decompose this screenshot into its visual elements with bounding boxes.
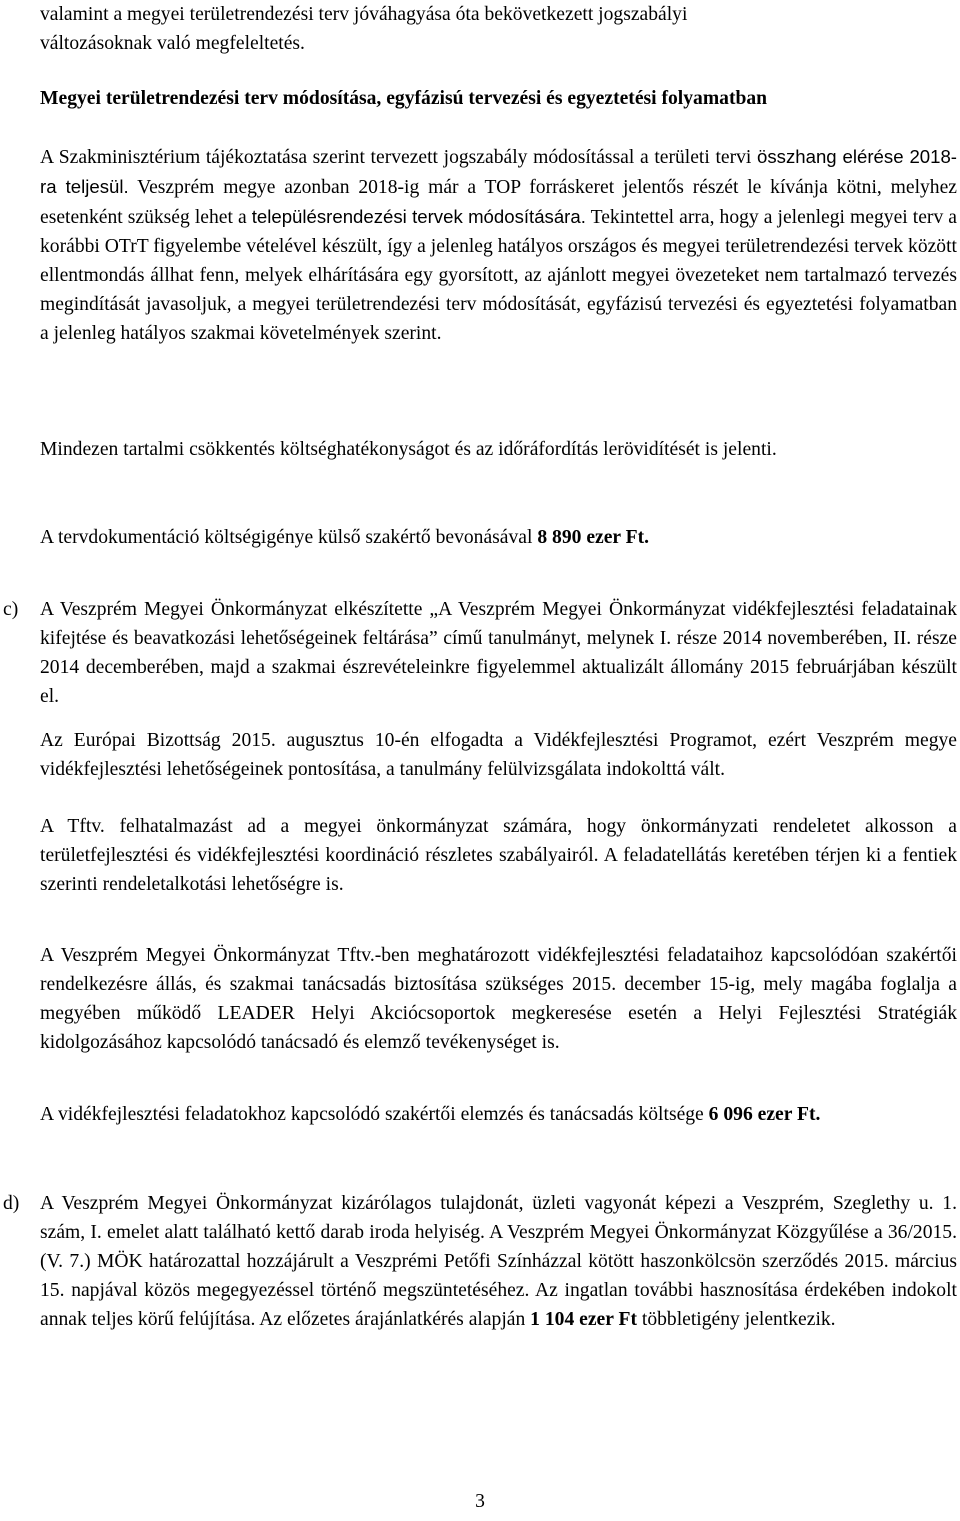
p1-mid: Veszprém megye azonban 2018-ig már a TOP forráskeret jelentős részét le kívánja kötni, melyhez esetenként szükség lehet a <box>40 177 958 228</box>
item-d-paragraph-1 <box>40 1189 957 1334</box>
page-number: 3 <box>475 1491 485 1512</box>
item-c-paragraph-4: A Veszprém Megyei Önkormányzat Tftv.-ben meghatározott vidékfejlesztési feladataihoz kapcsolódóan szakértői rendelkezésre állás, és szakmai tanácsadás biztosítása szükséges 2015. december 15-ig, mely magába foglalja a megyében működő LEADER Helyi Akciócsoportok megkeresése esetén a Helyi Fejlesztési Stratégiák kidolgozásához kapcsolódó tanácsadó és elemző tevékenységet is. <box>40 945 957 1053</box>
list-marker-c: c) <box>3 599 19 620</box>
intro-line-2: változásoknak való megfeleltetés. <box>40 33 305 54</box>
item-c-cost-amount: 6 096 ezer Ft. <box>708 1104 821 1125</box>
item-c-paragraph-2: Az Európai Bizottság 2015. augusztus 10-én elfogadta a Vidékfejlesztési Programot, ezért Veszprém megye vidékfejlesztési lehetőségeinek pontosítása, a tanulmány felülvizsgálata indokolttá vált. <box>40 730 957 780</box>
p1-end: Tekintettel arra, hogy a jelenlegi megyei terv a korábbi OTrT figyelembe vételével készült, így a jelenleg hatályos országos és megyei területrendezési tervek között ellentmondás állhat fenn, melyek elhárítására egy gyorsított, az ajánlott megyei övezeteket nem tartalmazó tervezés megindítását javasoljuk, a megyei területrendezési terv módosítását, egyfázisú tervezési és egyeztetési folyamatban a jelenleg hatályos szakmai követelmények szerint. <box>40 207 957 344</box>
cost-prefix: A tervdokumentáció költségigénye külső szakértő bevonásával <box>40 527 538 548</box>
item-c-cost-prefix: A vidékfejlesztési feladatokhoz kapcsolódó szakértői elemzés és tanácsadás költsége <box>40 1104 709 1125</box>
p1-sans-a: összhang elérése 2018-ra teljesül. <box>40 146 958 197</box>
item-c-paragraph-3: A Tftv. felhatalmazást ad a megyei önkormányzat számára, hogy önkormányzati rendeletet alkosson a területfejlesztési és vidékfejlesztési koordináció részletes szabályairól. A feladatellátás keretében térjen ki a fentiek szerinti rendeletalkotási lehetőségre is. <box>40 816 957 895</box>
cost-amount: 8 890 ezer Ft. <box>537 527 650 548</box>
item-c-paragraph-5 <box>40 1100 957 1129</box>
section-heading-text: Megyei területrendezési terv módosítása, egyfázisú tervezési és egyeztetési folyamatban <box>40 88 768 109</box>
section-paragraph-1 <box>40 142 957 348</box>
intro-paragraph <box>40 0 957 58</box>
item-c-paragraph-1: A Veszprém Megyei Önkormányzat elkészítette „A Veszprém Megyei Önkormányzat vidékfejlesztési feladatainak kifejtése és beavatkozási lehetőségeinek feltárása” című tanulmányt, melynek I. része 2014 novemberében, II. része 2014 decemberében, majd a szakmai észrevételeinkre figyelemmel aktualizált állomány 2015 februárjában készült el. <box>40 599 957 707</box>
intro-line-1: valamint a megyei területrendezési terv jóváhagyása óta bekövetkezett jogszabályi <box>40 4 688 25</box>
section-paragraph-3 <box>40 523 957 552</box>
item-d-suffix: többletigény jelentkezik. <box>636 1309 836 1330</box>
p1-serif-start: A Szakminisztérium tájékoztatása szerint tervezett jogszabály módosítással a területi tervi <box>40 147 752 168</box>
p1-sans-b: településrendezési tervek módosítására. <box>251 206 586 227</box>
item-d-amount: 1 104 ezer Ft <box>530 1309 637 1330</box>
item-d-main: A Veszprém Megyei Önkormányzat kizárólagos tulajdonát, üzleti vagyonát képezi a Veszprém, Szeglethy u. 1. szám, I. emelet alatt található kettő darab iroda helyiség. A Veszprém Megyei Önkormányzat Közgyűlése a 36/2015. (V. 7.) MÖK határozattal hozzájárult a Veszprémi Petőfi Színházzal kötött haszonkölcsön szerződés 2015. március 15. napjával közös megegyezéssel történő megszüntetéséhez. Az ingatlan további hasznosítása érdekében indokolt annak teljes körű felújítása. Az előzetes árajánlatkérés alapján <box>40 1193 957 1330</box>
section-paragraph-2: Mindezen tartalmi csökkentés költséghatékonyságot és az időráfordítás lerövidítését is jelenti. <box>40 439 777 460</box>
list-marker-d: d) <box>3 1193 20 1214</box>
section-heading <box>40 84 957 113</box>
